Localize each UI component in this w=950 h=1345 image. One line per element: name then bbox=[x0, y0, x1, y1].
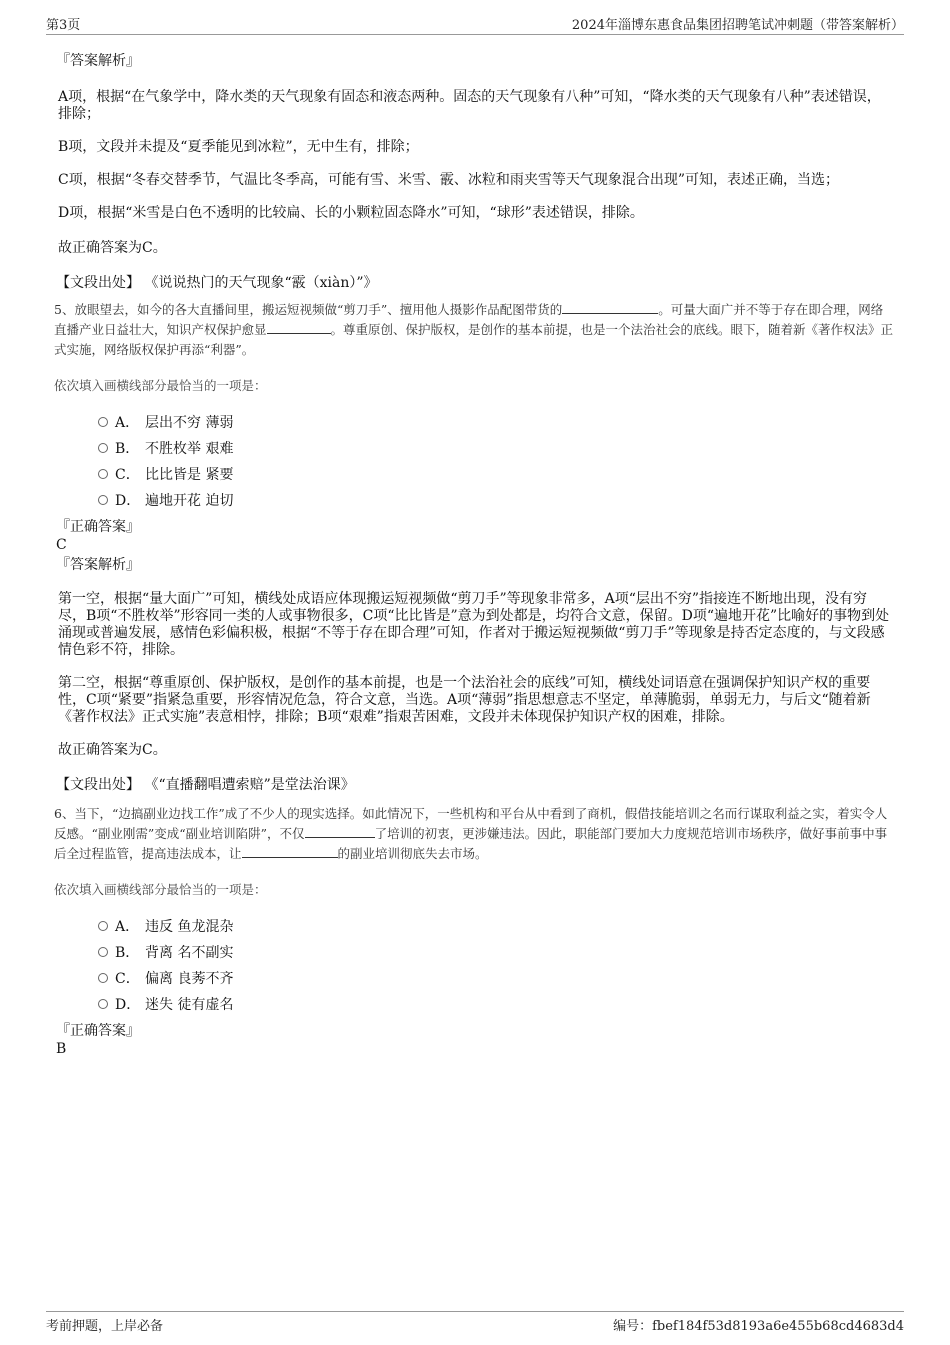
q4-analysis-a: A项，根据“在气象学中，降水类的天气现象有固态和液态两种。固态的天气现象有八种”可知，“降水类的天气现象有八种”表述错误，排除； bbox=[58, 89, 881, 122]
option-letter: A． bbox=[115, 415, 140, 431]
option-text: 不胜枚举 艰难 bbox=[145, 441, 234, 457]
page-footer bbox=[46, 1311, 904, 1336]
radio-icon[interactable] bbox=[98, 495, 108, 505]
q6-blank-1 bbox=[305, 825, 375, 838]
q6-stem-part1: 6、当下，“边搞副业边找工作”成了不少人的现实选择。如此情况下，一些机构和平台从中看到了商机，假借技能培训之名而行谋取利益之实，着实令人反感。“副业刚需”变成“副业培训陷阱”，不仅 bbox=[54, 806, 888, 841]
question-5 bbox=[56, 300, 894, 794]
q5-analysis-label: 『答案解析』 bbox=[56, 557, 140, 573]
q4-analysis-section bbox=[56, 50, 894, 292]
footer-code-label: 编号： bbox=[613, 1319, 653, 1334]
q5-analysis-2: 第二空，根据“尊重原创、保护版权，是创作的基本前提，也是一个法治社会的底线”可知，横线处词语意在强调保护知识产权的重要性，C项“紧要”指紧急重要，形容情况危急，符合文意，当选。A项“薄弱”指思想意志不坚定，单薄脆弱，单弱无力，与后文“随着新《著作权法》正式实施”表意相悖，排除；B项“艰难”指艰苦困难，文段并未体现保护知识产权的困难，排除。 bbox=[58, 675, 871, 725]
q6-stem-part3: 的副业培训彻底失去市场。 bbox=[337, 846, 488, 861]
page-number: 第3页 bbox=[46, 18, 81, 33]
option-text: 比比皆是 紧要 bbox=[145, 467, 234, 483]
q5-prompt: 依次填入画横线部分最恰当的一项是： bbox=[54, 378, 267, 393]
q4-analysis-b: B项，文段并未提及“夏季能见到冰粒”，无中生有，排除； bbox=[58, 139, 419, 155]
q5-stem-part2: 。可量大面广并不等于存在即合理，网络直播产业日益壮大，知识产权保护愈显 bbox=[54, 302, 884, 337]
q6-option-c[interactable] bbox=[56, 966, 894, 992]
radio-icon[interactable] bbox=[98, 999, 108, 1009]
page-header bbox=[46, 12, 904, 35]
option-letter: A． bbox=[115, 919, 140, 935]
radio-icon[interactable] bbox=[98, 921, 108, 931]
q5-source-prefix: 【文段出处】 bbox=[56, 777, 140, 793]
question-6 bbox=[56, 804, 894, 1057]
option-letter: C． bbox=[115, 971, 140, 987]
option-letter: D． bbox=[115, 493, 141, 509]
option-text: 层出不穷 薄弱 bbox=[145, 415, 234, 431]
option-letter: B． bbox=[115, 441, 140, 457]
option-letter: B． bbox=[115, 945, 140, 961]
footer-code-value: fbef184f53d8193a6e455b68cd4683d4 bbox=[652, 1319, 904, 1334]
q6-blank-2 bbox=[242, 845, 338, 858]
document-title: 2024年淄博东惠食品集团招聘笔试冲刺题（带答案解析） bbox=[571, 18, 904, 33]
option-text: 迷失 徒有虚名 bbox=[145, 997, 234, 1013]
q6-prompt: 依次填入画横线部分最恰当的一项是： bbox=[54, 882, 267, 897]
q6-answer: B bbox=[56, 1041, 67, 1057]
q5-source-title: 《“直播翻唱遭索赔”是堂法治课》 bbox=[144, 777, 355, 793]
footer-slogan: 考前押题，上岸必备 bbox=[46, 1319, 164, 1334]
q5-stem bbox=[54, 300, 894, 360]
q4-analysis-d: D项，根据“米雪是白色不透明的比较扁、长的小颗粒固态降水”可知，“球形”表述错误，排除。 bbox=[58, 205, 644, 221]
q5-blank-2 bbox=[267, 321, 331, 334]
q4-source bbox=[56, 275, 894, 292]
q4-source-prefix: 【文段出处】 bbox=[56, 275, 140, 291]
q6-answer-label: 『正确答案』 bbox=[56, 1023, 140, 1039]
q5-analysis-1: 第一空，根据“量大面广”可知，横线处成语应体现搬运短视频做“剪刀手”等现象非常多，A项“层出不穷”指接连不断地出现，没有穷尽，B项“不胜枚举”形容同一类的人或事物很多，C项“比比皆是”意为到处都是，均符合文意，保留。D项“遍地开花”比喻好的事物到处涌现或普遍发展，感情色彩偏积极，根据“不等于存在即合理”可知，作者对于搬运短视频做“剪刀手”等现象是持否定态度的，与文段感情色彩不符，排除。 bbox=[58, 591, 890, 658]
q5-option-c[interactable] bbox=[56, 462, 894, 488]
q6-option-b[interactable] bbox=[56, 940, 894, 966]
footer-code bbox=[613, 1315, 904, 1334]
option-text: 背离 名不副实 bbox=[145, 945, 234, 961]
radio-icon[interactable] bbox=[98, 469, 108, 479]
q6-stem bbox=[54, 804, 894, 864]
q5-options bbox=[56, 410, 894, 514]
option-letter: C． bbox=[115, 467, 140, 483]
q6-stem-part2: 了培训的初衷，更涉嫌违法。因此，职能部门要加大力度规范培训市场秩序，做好事前事中事后全过程监管，提高违法成本，让 bbox=[54, 826, 888, 861]
q5-stem-part1: 5、放眼望去，如今的各大直播间里，搬运短视频做“剪刀手”、擅用他人摄影作品配图带货的 bbox=[54, 302, 563, 317]
q6-option-a[interactable] bbox=[56, 914, 894, 940]
q5-stem-part3: 。尊重原创、保护版权，是创作的基本前提，也是一个法治社会的底线。眼下，随着新《著作权法》正式实施，网络版权保护再添“利器”。 bbox=[54, 322, 894, 357]
q5-option-b[interactable] bbox=[56, 436, 894, 462]
q4-source-title: 《说说热门的天气现象“霰（xiàn）”》 bbox=[144, 275, 378, 291]
q5-answer-label: 『正确答案』 bbox=[56, 519, 140, 535]
q5-blank-1 bbox=[562, 301, 658, 314]
radio-icon[interactable] bbox=[98, 947, 108, 957]
radio-icon[interactable] bbox=[98, 417, 108, 427]
q4-analysis-label: 『答案解析』 bbox=[56, 53, 140, 69]
q4-analysis-c: C项，根据“冬春交替季节，气温比冬季高，可能有雪、米雪、霰、冰粒和雨夹雪等天气现象混合出现”可知，表述正确，当选； bbox=[58, 172, 840, 188]
q5-answer: C bbox=[56, 537, 67, 553]
q5-option-d[interactable] bbox=[56, 488, 894, 514]
q5-source bbox=[56, 777, 894, 794]
page-content bbox=[56, 44, 894, 1057]
option-text: 违反 鱼龙混杂 bbox=[145, 919, 234, 935]
q6-option-d[interactable] bbox=[56, 992, 894, 1018]
q4-conclusion: 故正确答案为C。 bbox=[58, 240, 167, 256]
radio-icon[interactable] bbox=[98, 973, 108, 983]
radio-icon[interactable] bbox=[98, 443, 108, 453]
q6-options bbox=[56, 914, 894, 1018]
option-text: 偏离 良莠不齐 bbox=[145, 971, 234, 987]
option-letter: D． bbox=[115, 997, 141, 1013]
option-text: 遍地开花 迫切 bbox=[145, 493, 234, 509]
q5-option-a[interactable] bbox=[56, 410, 894, 436]
q5-conclusion: 故正确答案为C。 bbox=[58, 742, 167, 758]
